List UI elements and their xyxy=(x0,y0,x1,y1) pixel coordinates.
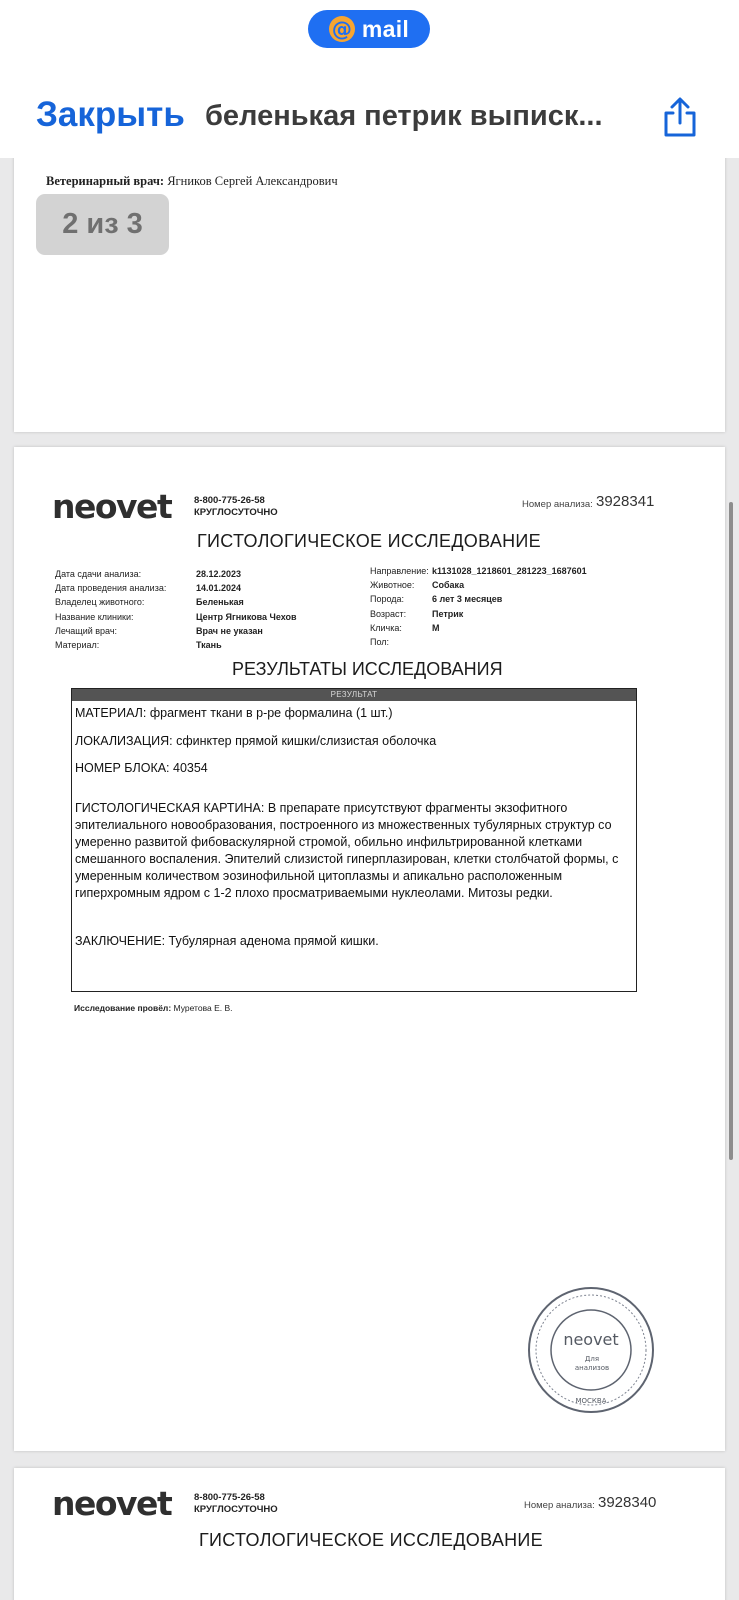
info-value: М xyxy=(432,622,440,633)
info-value: 6 лет 3 месяцев xyxy=(432,594,503,605)
info-label: Владелец животного: xyxy=(55,597,145,608)
analysis-number-label: Номер анализа: xyxy=(524,1500,595,1511)
info-label: Пол: xyxy=(370,637,390,648)
performed-name: Муретова Е. В. xyxy=(173,1003,233,1013)
stamp-logo: neovet xyxy=(563,1330,619,1349)
vet-label: Ветеринарный врач: xyxy=(46,174,165,188)
close-button[interactable]: Закрыть xyxy=(36,95,185,134)
info-label: Возраст: xyxy=(370,608,407,619)
info-left-labels xyxy=(55,567,166,652)
neovet-logo: neovet xyxy=(52,487,172,526)
info-value: 14.01.2024 xyxy=(196,583,242,594)
mail-label: mail xyxy=(361,15,410,42)
stamp-subtitle-1: Для xyxy=(584,1355,600,1363)
vet-signature xyxy=(46,174,338,189)
info-value: Ткань xyxy=(196,640,222,651)
info-value: Беленькая xyxy=(196,597,244,608)
scrollbar-thumb[interactable] xyxy=(729,502,733,1160)
info-value: 28.12.2023 xyxy=(196,569,242,579)
document-title: беленькая петрик выписк... xyxy=(205,100,603,132)
info-label: Дата сдачи анализа: xyxy=(55,569,142,579)
info-left-values xyxy=(196,567,297,652)
info-right-values xyxy=(432,564,587,635)
histology-description: ГИСТОЛОГИЧЕСКАЯ КАРТИНА: В препарате присутствуют фрагменты экзофитного эпителиального новообразования, построенного из множественных тубулярных структур со умеренно развитой фибоваскулярной стромой, обильно инфильтрированной клетками смешанного воспаления. Эпителий слизистой гиперплазирован, клетки столбчатой формы, с умеренным количеством эозинофильной цитоплазмы и апикально расположенным гиперхромным ядром с 1-2 плохо просматриваемыми нуклеолами. Митозы редки. xyxy=(75,801,619,900)
analysis-number: 3928341 xyxy=(596,493,655,510)
conclusion-line: ЗАКЛЮЧЕНИЕ: Тубулярная аденома прямой кишки. xyxy=(75,934,379,948)
stamp-city: МОСКВА xyxy=(575,1397,607,1405)
phone-number: 8-800-775-26-58 xyxy=(194,495,265,506)
result-box xyxy=(71,688,637,992)
info-label: Кличка: xyxy=(370,622,402,633)
info-label: Материал: xyxy=(55,640,100,651)
hours-label: КРУГЛОСУТОЧНО xyxy=(194,1504,278,1515)
analysis-number: 3928340 xyxy=(598,1494,657,1511)
results-heading: РЕЗУЛЬТАТЫ ИССЛЕДОВАНИЯ xyxy=(232,659,503,679)
neovet-logo: neovet xyxy=(52,1484,172,1523)
document-heading: ГИСТОЛОГИЧЕСКОЕ ИССЛЕДОВАНИЕ xyxy=(197,531,541,551)
info-label: Животное: xyxy=(370,580,415,591)
info-value: Петрик xyxy=(432,608,464,619)
pdf-page-3 xyxy=(14,1468,725,1600)
document-heading: ГИСТОЛОГИЧЕСКОЕ ИССЛЕДОВАНИЕ xyxy=(199,1530,543,1550)
info-right-labels xyxy=(370,564,429,649)
contact-block xyxy=(194,1492,278,1516)
info-value: Врач не указан xyxy=(196,625,263,636)
block-number-line: НОМЕР БЛОКА: 40354 xyxy=(75,761,208,775)
info-label: Направление: xyxy=(370,566,429,576)
at-sign-icon: @ xyxy=(329,16,355,42)
info-value: Центр Ягникова Чехов xyxy=(196,611,297,622)
contact-block xyxy=(194,495,278,519)
performed-label: Исследование провёл: xyxy=(74,1003,172,1013)
viewer-header xyxy=(0,0,739,158)
pdf-page-2 xyxy=(14,447,725,1451)
mail-app-badge[interactable] xyxy=(308,10,430,48)
page-indicator: 2 из 3 xyxy=(36,194,169,255)
info-value: k1131028_1218601_281223_1687601 xyxy=(432,566,587,576)
info-label: Порода: xyxy=(370,594,405,605)
info-label: Дата проведения анализа: xyxy=(55,583,167,594)
vet-name: Ягников Сергей Александрович xyxy=(167,174,338,188)
phone-number: 8-800-775-26-58 xyxy=(194,1492,265,1503)
clinic-stamp xyxy=(526,1285,656,1415)
info-label: Лечащий врач: xyxy=(55,625,118,636)
material-line: МАТЕРИАЛ: фрагмент ткани в р-ре формалина (1 шт.) xyxy=(75,706,393,720)
info-value: Собака xyxy=(432,580,465,591)
share-icon xyxy=(660,96,700,138)
hours-label: КРУГЛОСУТОЧНО xyxy=(194,507,278,518)
result-bar: РЕЗУЛЬТАТ xyxy=(72,689,636,701)
performed-by xyxy=(74,1003,233,1013)
analysis-number-label: Номер анализа: xyxy=(522,499,593,510)
share-button[interactable] xyxy=(660,96,700,138)
stamp-subtitle-2: анализов xyxy=(574,1364,610,1372)
localization-line: ЛОКАЛИЗАЦИЯ: сфинктер прямой кишки/слизистая оболочка xyxy=(75,734,437,748)
info-label: Название клиники: xyxy=(55,611,134,622)
